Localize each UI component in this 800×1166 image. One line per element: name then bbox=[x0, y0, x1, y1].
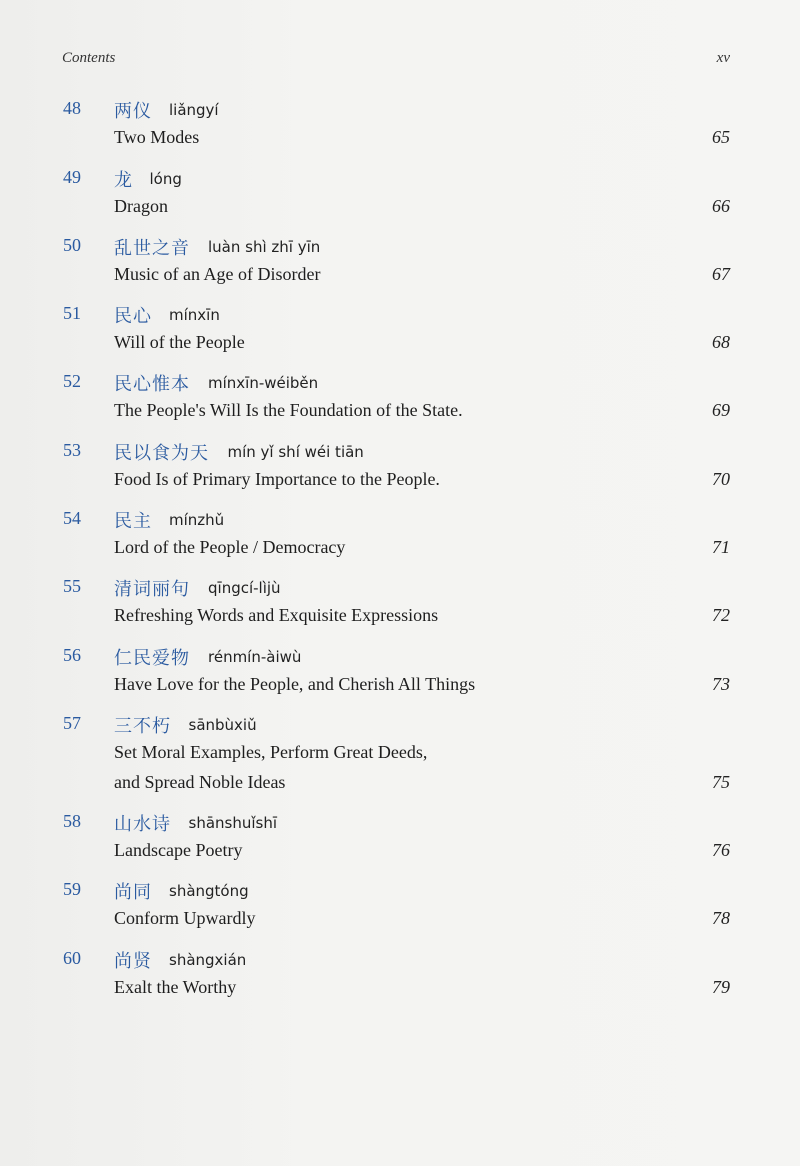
entry-english-title: Refreshing Words and Exquisite Expressions bbox=[114, 605, 439, 625]
entry-pinyin: mín yǐ shí wéi tiān bbox=[227, 443, 364, 461]
entry-chinese-term: 龙 bbox=[114, 170, 133, 191]
entry-number: 48 bbox=[63, 98, 81, 118]
entry-page-number: 76 bbox=[712, 840, 730, 860]
entry-chinese-term: 乱世之音 bbox=[114, 238, 190, 259]
entry-chinese-term: 尚同 bbox=[114, 882, 152, 903]
entry-english-title: Conform Upwardly bbox=[114, 908, 256, 928]
entry-page-number: 65 bbox=[712, 127, 730, 147]
entry-page-number: 68 bbox=[712, 332, 730, 352]
entry-number: 53 bbox=[63, 440, 81, 460]
entry-pinyin: shàngtóng bbox=[169, 882, 249, 900]
entry-pinyin: liǎngyí bbox=[169, 101, 219, 119]
running-head-page-number: xv bbox=[716, 50, 730, 66]
running-head-section: Contents bbox=[62, 50, 116, 66]
entry-english-title: Music of an Age of Disorder bbox=[114, 264, 321, 284]
entry-number: 56 bbox=[63, 645, 81, 665]
entry-number: 54 bbox=[63, 508, 81, 528]
entry-number: 57 bbox=[63, 713, 81, 733]
entry-english-title: Set Moral Examples, Perform Great Deeds, bbox=[114, 742, 428, 762]
entry-chinese-term: 民心惟本 bbox=[114, 374, 190, 395]
entry-page-number: 73 bbox=[712, 674, 730, 694]
entry-pinyin: mínzhǔ bbox=[169, 511, 225, 529]
entry-chinese-term: 清词丽句 bbox=[114, 579, 190, 600]
entry-english-title: Two Modes bbox=[114, 127, 200, 147]
entry-number: 50 bbox=[63, 235, 81, 255]
entry-pinyin: mínxīn bbox=[169, 306, 220, 324]
entry-page-number: 66 bbox=[712, 196, 730, 216]
entry-english-title: Landscape Poetry bbox=[114, 840, 243, 860]
entry-page-number: 79 bbox=[712, 977, 730, 997]
entry-number: 58 bbox=[63, 811, 81, 831]
entry-page-number: 78 bbox=[712, 908, 730, 928]
entry-chinese-term: 民主 bbox=[114, 511, 152, 532]
entry-chinese-term: 山水诗 bbox=[114, 814, 171, 835]
entry-chinese-term: 仁民爱物 bbox=[114, 648, 190, 669]
entry-english-title: Will of the People bbox=[114, 332, 245, 352]
entry-page-number: 69 bbox=[712, 400, 730, 420]
entry-number: 55 bbox=[63, 576, 81, 596]
entry-english-title: and Spread Noble Ideas bbox=[114, 772, 286, 792]
entry-english-title: Have Love for the People, and Cherish All Things bbox=[114, 674, 476, 694]
entry-english-title: Lord of the People / Democracy bbox=[114, 537, 346, 557]
entry-page-number: 67 bbox=[712, 264, 730, 284]
entry-pinyin: lóng bbox=[149, 170, 182, 188]
entry-page-number: 72 bbox=[712, 605, 730, 625]
entry-number: 60 bbox=[63, 948, 81, 968]
entry-chinese-term: 三不朽 bbox=[114, 716, 171, 737]
entry-english-title: Exalt the Worthy bbox=[114, 977, 237, 997]
entry-number: 49 bbox=[63, 167, 81, 187]
entry-pinyin: sānbùxiǔ bbox=[188, 716, 257, 734]
entry-chinese-term: 民以食为天 bbox=[114, 443, 209, 464]
entry-chinese-term: 民心 bbox=[114, 306, 152, 327]
entry-chinese-term: 尚贤 bbox=[114, 951, 152, 972]
entry-page-number: 70 bbox=[712, 469, 730, 489]
entry-english-title: The People's Will Is the Foundation of the State. bbox=[114, 400, 463, 420]
entry-number: 51 bbox=[63, 303, 81, 323]
entry-page-number: 71 bbox=[712, 537, 730, 557]
entry-english-title: Food Is of Primary Importance to the People. bbox=[114, 469, 440, 489]
entry-pinyin: mínxīn-wéiběn bbox=[208, 374, 319, 392]
entry-pinyin: qīngcí-lìjù bbox=[208, 579, 281, 597]
entry-page-number: 75 bbox=[712, 772, 730, 792]
entry-number: 52 bbox=[63, 371, 81, 391]
entry-pinyin: shàngxián bbox=[169, 951, 247, 969]
entry-pinyin: shānshuǐshī bbox=[188, 814, 278, 832]
entry-chinese-term: 两仪 bbox=[114, 101, 152, 122]
entry-number: 59 bbox=[63, 879, 81, 899]
entry-pinyin: luàn shì zhī yīn bbox=[208, 238, 321, 256]
entry-pinyin: rénmín-àiwù bbox=[208, 648, 302, 666]
entry-english-title: Dragon bbox=[114, 196, 168, 216]
